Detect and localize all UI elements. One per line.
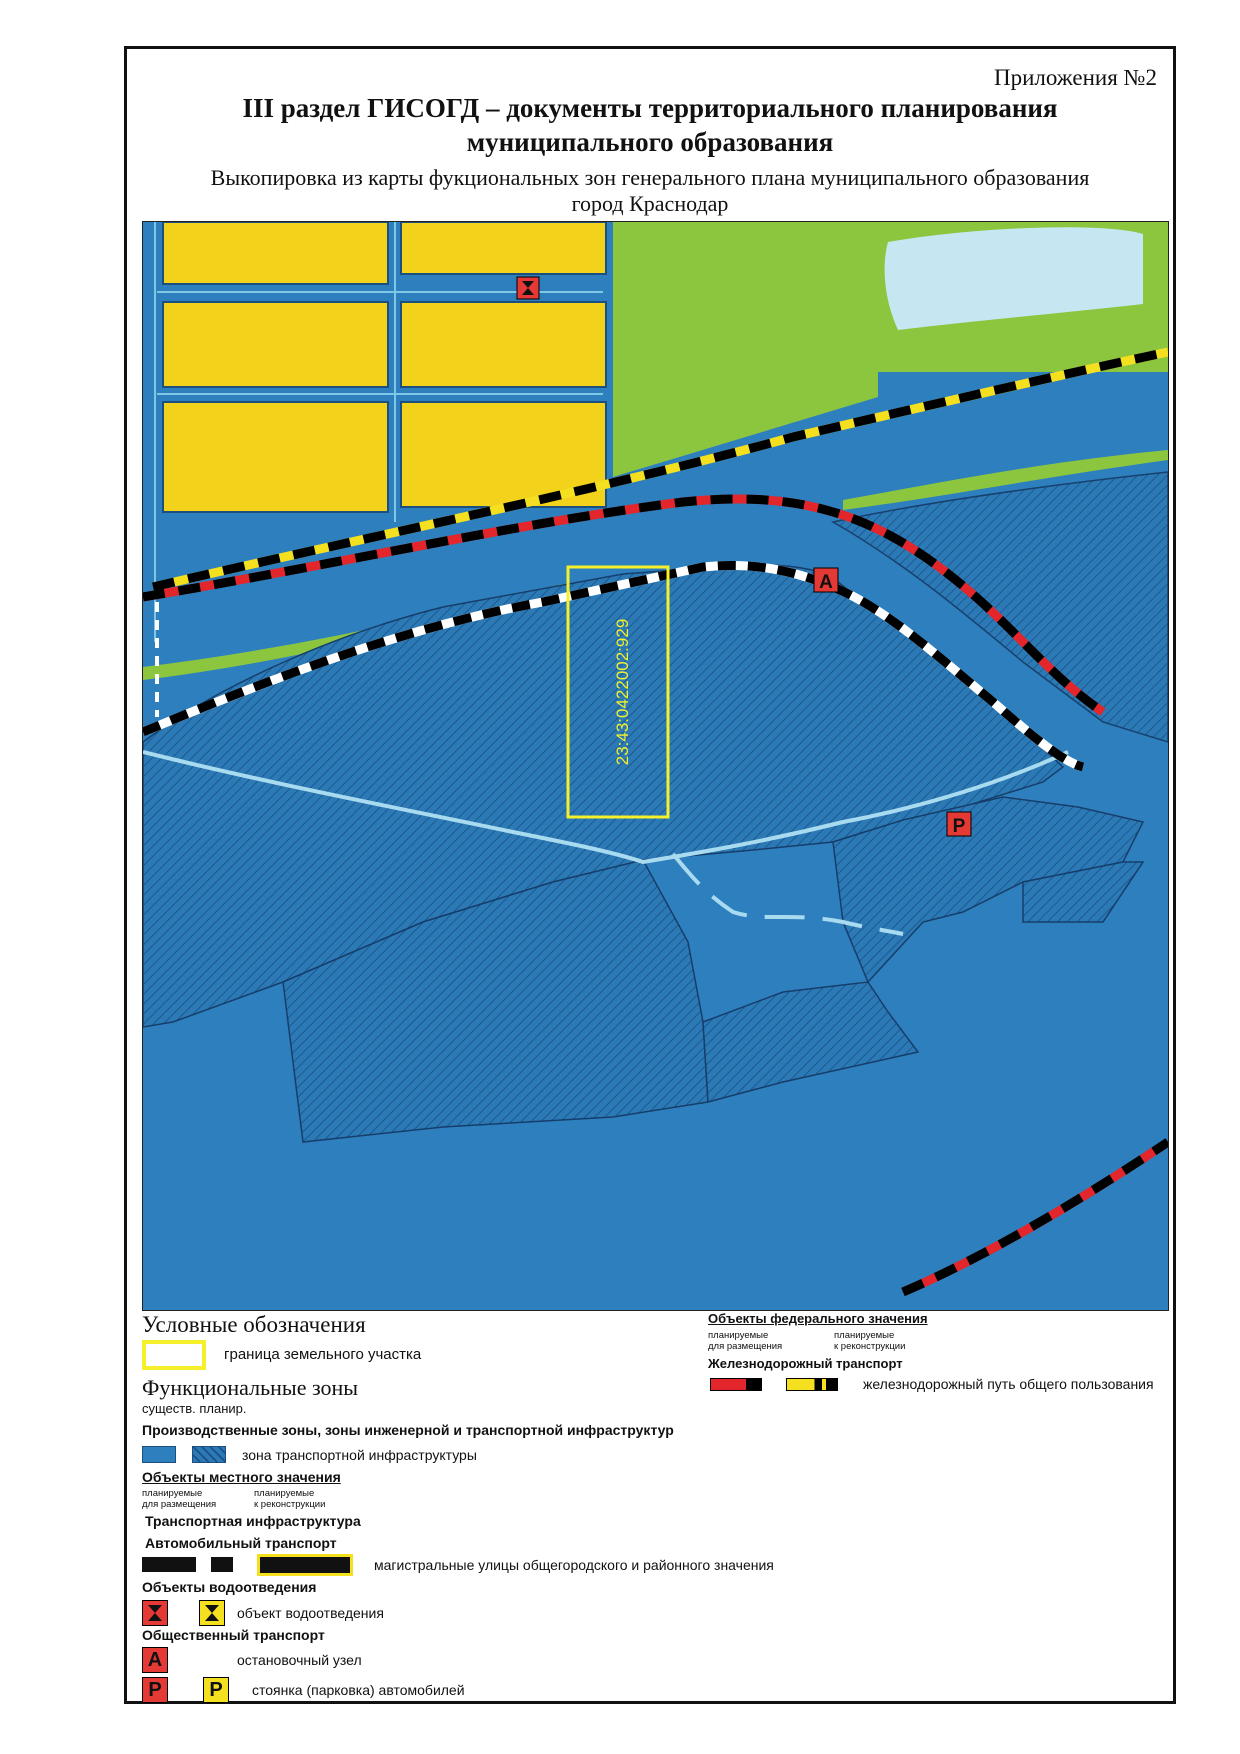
main-street-planned-swatch [211, 1557, 233, 1572]
map-svg [143, 222, 1168, 1310]
appendix-number: Приложения №2 [993, 65, 1157, 90]
local-planned-placement-label: планируемые для размещения [142, 1488, 217, 1510]
main-streets-label: магистральные улицы общегородского и районного значения [374, 1557, 774, 1573]
parcel-number-label: 23:43:0422002:929 [613, 618, 632, 766]
parking-planned-legend-icon: P [142, 1677, 168, 1703]
main-street-reconstruction-swatch [257, 1554, 353, 1576]
zones-columns-label: существ. планир. [142, 1401, 247, 1416]
local-objects-heading: Объекты местного значения [142, 1469, 341, 1485]
transport-zone-existing-swatch [142, 1446, 176, 1463]
main-street-existing-swatch [142, 1557, 196, 1572]
rail-reconstruction-swatch [786, 1378, 838, 1391]
page-title: III раздел ГИСОГД – документы территориального планирования [242, 93, 1058, 123]
federal-planned-placement-label: планируемые для размещения [708, 1330, 783, 1352]
transport-zone-planned-swatch [192, 1446, 226, 1463]
map-canvas [142, 221, 1169, 1311]
sewage-planned-icon [142, 1600, 168, 1626]
federal-planned-reconstruction-label: планируемые к реконструкции [834, 1330, 906, 1352]
stop-label: остановочный узел [237, 1652, 362, 1668]
parcel-border-swatch [142, 1340, 206, 1370]
map-sheet [124, 46, 1176, 1704]
transport-zone-label: зона транспортной инфраструктуры [242, 1447, 477, 1463]
sewage-object-icon [517, 277, 539, 299]
legend-title: Условные обозначения [142, 1312, 366, 1337]
parking-label: стоянка (парковка) автомобилей [252, 1682, 465, 1698]
svg-text:A: A [819, 572, 833, 593]
stop-node-legend-icon: А [142, 1647, 168, 1673]
sewage-heading: Объекты водоотведения [142, 1579, 317, 1595]
page-subtitle-line2: город Краснодар [571, 191, 729, 216]
parcel-border-label: граница земельного участка [224, 1346, 422, 1363]
auto-transport-heading: Автомобильный транспорт [145, 1535, 337, 1551]
rail-heading: Железнодорожный транспорт [708, 1356, 903, 1371]
sewage-reconstruction-icon [199, 1600, 225, 1626]
local-planned-reconstruction-label: планируемые к реконструкции [254, 1488, 326, 1510]
stop-node-icon [814, 568, 838, 593]
svg-text:P: P [952, 816, 966, 837]
page-title-line2: муниципального образования [466, 127, 834, 157]
public-transport-heading: Общественный транспорт [142, 1627, 325, 1643]
page-subtitle: Выкопировка из карты фукциональных зон генерального плана муниципального образования [210, 165, 1090, 190]
residential-blocks [163, 222, 606, 526]
federal-objects-heading: Объекты федерального значения [708, 1311, 928, 1326]
parking-icon [947, 812, 971, 837]
rail-label: железнодорожный путь общего пользования [863, 1376, 1154, 1392]
transport-infra-heading: Транспортная инфраструктура [145, 1513, 361, 1529]
parking-reconstruction-legend-icon: P [203, 1677, 229, 1703]
industrial-zones-heading: Производственные зоны, зоны инженерной и транспортной инфраструктур [142, 1422, 674, 1438]
functional-zones-title: Функциональные зоны [142, 1375, 359, 1400]
rail-planned-swatch [710, 1378, 762, 1391]
sewage-label: объект водоотведения [237, 1605, 384, 1621]
